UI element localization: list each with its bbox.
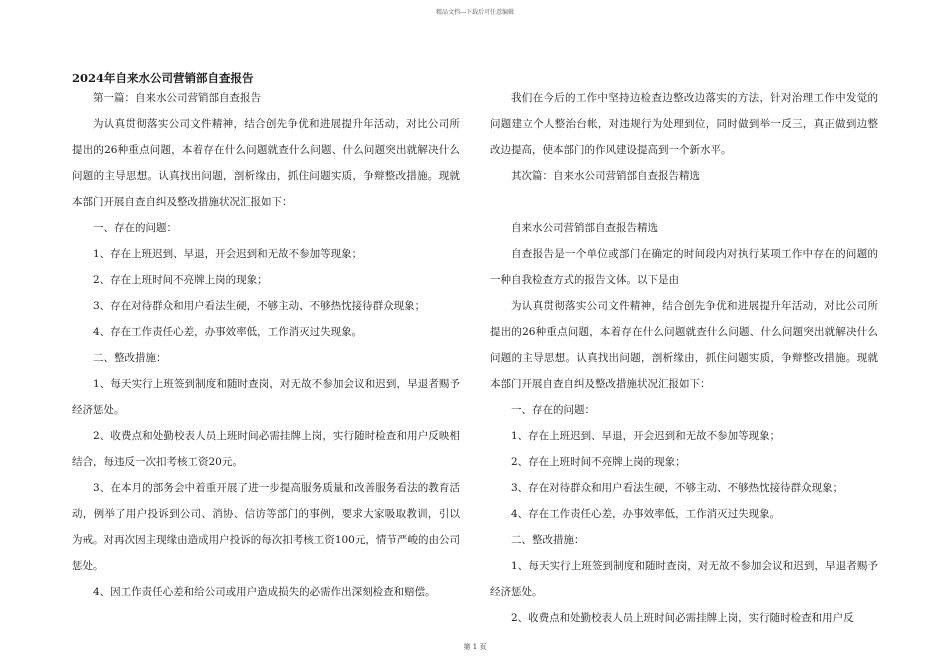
paragraph-intro-repeat: 为认真贯彻落实公司文件精神，结合创先争优和进展提升年活动，对比公司所提出的26种重点问题，本着存在什么问题就查什么问题、什么问题突出就解决什么问题的主导思想。认真找出问题，剖析缘由，抓住问题实质，争辩整改措施。现就本部门开展自查自纠及整改措施状况汇报如下： [490,300,878,390]
measure-item-1: 1、每天实行上班签到制度和随时查岗，对无故不参加会议和迟到，早退者赐予经济惩处。 [72,378,460,416]
problem-item-1-repeat: 1、存在上班迟到、早退，开会迟到和无故不参加等现象； [511,430,781,442]
measure-item-2-partial: 2、收费点和处勤校表人员上班时间必需挂牌上岗，实行随时检查和用户反 [511,612,854,624]
subheading-problems-repeat: 一、存在的问题： [511,404,595,416]
paragraph-definition: 自查报告是一个单位或部门在确定的时间段内对执行某项工作中存在的问题的一种自我检查方式的报告文体。以下是由 [490,248,878,286]
problem-item-4: 4、存在工作责任心差，办事效率低，工作消灭过失现象。 [93,326,363,338]
measure-item-1-repeat: 1、每天实行上班签到制度和随时查岗，对无故不参加会议和迟到，早退者赐予经济惩处。 [490,560,878,598]
paragraph-intro: 为认真贯彻落实公司文件精神，结合创先争优和进展提升年活动，对比公司所提出的26种重点问题，本着存在什么问题就查什么问题、什么问题突出就解决什么问题的主导思想。认真找出问题，剖析缘由，抓住问题实质，争辩整改措施。现就本部门开展自查自纠及整改措施状况汇报如下： [72,118,460,208]
right-column [490,85,878,631]
subheading-problems: 一、存在的问题： [93,222,177,234]
section-heading-part-one: 第一篇：自来水公司营销部自查报告 [93,92,261,104]
problem-item-4-repeat: 4、存在工作责任心差，办事效率低，工作消灭过失现象。 [511,508,781,520]
problem-item-1: 1、存在上班迟到、早退，开会迟到和无故不参加等现象； [93,248,363,260]
measure-item-3: 3、在本月的部务会中着重开展了进一步提高服务质量和改善服务看法的教育活动，例举了用户投诉到公司、消协、信访等部门的事例，要求大家吸取教训，引以为戒。对再次因主现缘由造成用户投诉的每次扣考核工资100元，情节严峻的由公司惩处。 [72,482,460,572]
problem-item-3-repeat: 3、存在对待群众和用户看法生硬，不够主动、不够热忱接待群众现象； [511,482,844,494]
subheading-measures: 二、整改措施： [93,352,167,364]
page-header: 精品文档---下载后可任意编辑 [435,9,515,16]
subheading-measures-repeat: 二、整改措施： [511,534,585,546]
problem-item-2-repeat: 2、存在上班时间不亮牌上岗的现象； [511,456,686,468]
problem-item-3: 3、存在对待群众和用户看法生硬，不够主动、不够热忱接待群众现象； [93,300,426,312]
measure-item-4: 4、因工作责任心差和给公司或用户造成损失的必需作出深刻检查和赔偿。 [93,586,436,598]
section-heading-part-two: 其次篇：自来水公司营销部自查报告精选 [511,170,700,182]
sub-title-selected-report: 自来水公司营销部自查报告精选 [511,222,658,234]
document-title: 2024年自来水公司营销部自查报告 [72,71,254,85]
measure-item-2: 2、收费点和处勤校表人员上班时间必需挂牌上岗，实行随时检查和用户反映相结合，每违反一次扣考核工资20元。 [72,430,460,468]
left-column [72,85,460,605]
problem-item-2: 2、存在上班时间不亮牌上岗的现象； [93,274,268,286]
blank-line [490,189,878,215]
paragraph-followup: 我们在今后的工作中坚持边检查边整改边落实的方法，针对治理工作中发觉的问题建立个人整治台帐，对违规行为处理到位，同时做到举一反三，真正做到边整改边提高，使本部门的作风建设提高到一个新水平。 [490,92,878,156]
page-number: 第 1 页 [463,643,487,651]
